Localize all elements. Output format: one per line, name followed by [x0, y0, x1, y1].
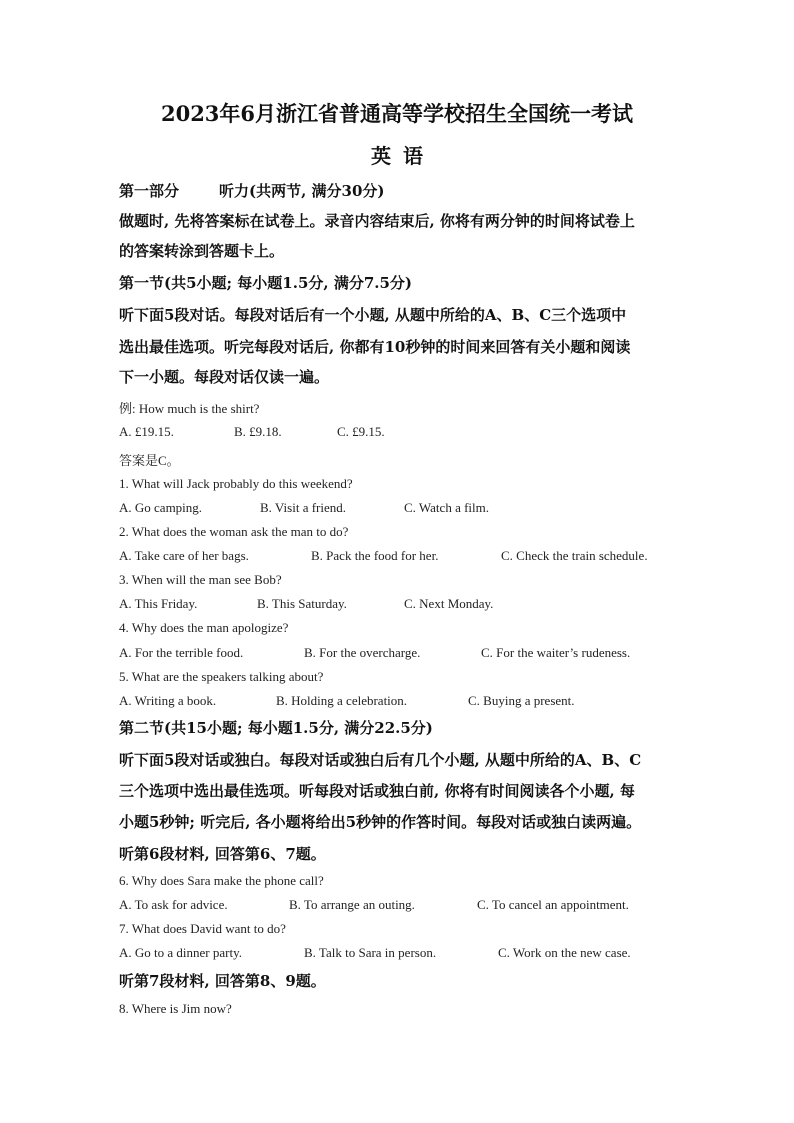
example-option-a: A. £19.15.	[119, 424, 174, 439]
question-4-option-c: C. For the waiter’s rudeness.	[481, 645, 631, 660]
question-1: 1. What will Jack probably do this weekend?	[119, 476, 353, 491]
section2-heading: 第二节(共15小题; 每小题1.5分, 满分22.5分)	[119, 719, 433, 737]
question-6: 6. Why does Sara make the phone call?	[119, 873, 324, 888]
question-3-option-c: C. Next Monday.	[404, 596, 494, 611]
section1-instruction-line: 听下面5段对话。每段对话后有一个小题, 从题中所给的A、B、C三个选项中	[119, 306, 627, 324]
question-5-option-b: B. Holding a celebration.	[276, 693, 408, 708]
question-1-option-b: B. Visit a friend.	[260, 500, 346, 515]
question-7-option-c: C. Work on the new case.	[498, 945, 631, 960]
question-3-option-b: B. This Saturday.	[257, 596, 347, 611]
question-2-option-a: A. Take care of her bags.	[119, 548, 249, 563]
question-4-option-b: B. For the overcharge.	[304, 645, 421, 660]
question-5-option-c: C. Buying a present.	[468, 693, 575, 708]
question-5: 5. What are the speakers talking about?	[119, 669, 324, 684]
section1-instruction-line: 下一小题。每段对话仅读一遍。	[119, 368, 330, 386]
question-2: 2. What does the woman ask the man to do?	[119, 524, 349, 539]
example-answer: 答案是C。	[119, 453, 180, 468]
part1-name: 听力(共两节, 满分30分)	[219, 182, 385, 200]
question-3: 3. When will the man see Bob?	[119, 572, 282, 587]
section2-instruction-line: 三个选项中选出最佳选项。听每段对话或独白前, 你将有时间阅读各个小题, 每	[119, 782, 635, 800]
example-question: 例: How much is the shirt?	[119, 401, 260, 416]
question-5-option-a: A. Writing a book.	[119, 693, 217, 708]
question-7-option-b: B. Talk to Sara in person.	[304, 945, 437, 960]
question-2-option-c: C. Check the train schedule.	[501, 548, 648, 563]
question-6-option-b: B. To arrange an outing.	[289, 897, 415, 912]
question-1-option-c: C. Watch a film.	[404, 500, 490, 515]
question-1-option-a: A. Go camping.	[119, 500, 203, 515]
material-6-heading: 听第6段材料, 回答第6、7题。	[119, 845, 326, 863]
material-7-heading: 听第7段材料, 回答第8、9题。	[119, 972, 326, 990]
question-3-option-a: A. This Friday.	[119, 596, 198, 611]
example-option-c: C. £9.15.	[337, 424, 385, 439]
section1-instruction-line: 选出最佳选项。听完每段对话后, 你都有10秒钟的时间来回答有关小题和阅读	[119, 338, 631, 356]
example-option-b: B. £9.18.	[234, 424, 282, 439]
question-7-option-a: A. Go to a dinner party.	[119, 945, 242, 960]
exam-title: 2023年6月浙江省普通高等学校招生全国统一考试	[160, 101, 634, 126]
section1-heading: 第一节(共5小题; 每小题1.5分, 满分7.5分)	[119, 274, 413, 292]
question-6-option-c: C. To cancel an appointment.	[477, 897, 629, 912]
question-4: 4. Why does the man apologize?	[119, 620, 289, 635]
subject-title: 英语	[371, 144, 435, 168]
part1-instruction-line: 做题时, 先将答案标在试卷上。录音内容结束后, 你将有两分钟的时间将试卷上	[119, 212, 635, 230]
question-7: 7. What does David want to do?	[119, 921, 286, 936]
part1-instruction-line: 的答案转涂到答题卡上。	[119, 242, 285, 260]
question-8: 8. Where is Jim now?	[119, 1001, 232, 1016]
section2-instruction-line: 听下面5段对话或独白。每段对话或独白后有几个小题, 从题中所给的A、B、C	[119, 751, 642, 769]
question-2-option-b: B. Pack the food for her.	[311, 548, 439, 563]
section2-instruction-line: 小题5秒钟; 听完后, 各小题将给出5秒钟的作答时间。每段对话或独白读两遍。	[119, 813, 642, 831]
question-4-option-a: A. For the terrible food.	[119, 645, 244, 660]
part1-heading	[119, 180, 385, 201]
question-6-option-a: A. To ask for advice.	[119, 897, 228, 912]
part1-label: 第一部分	[119, 182, 180, 200]
